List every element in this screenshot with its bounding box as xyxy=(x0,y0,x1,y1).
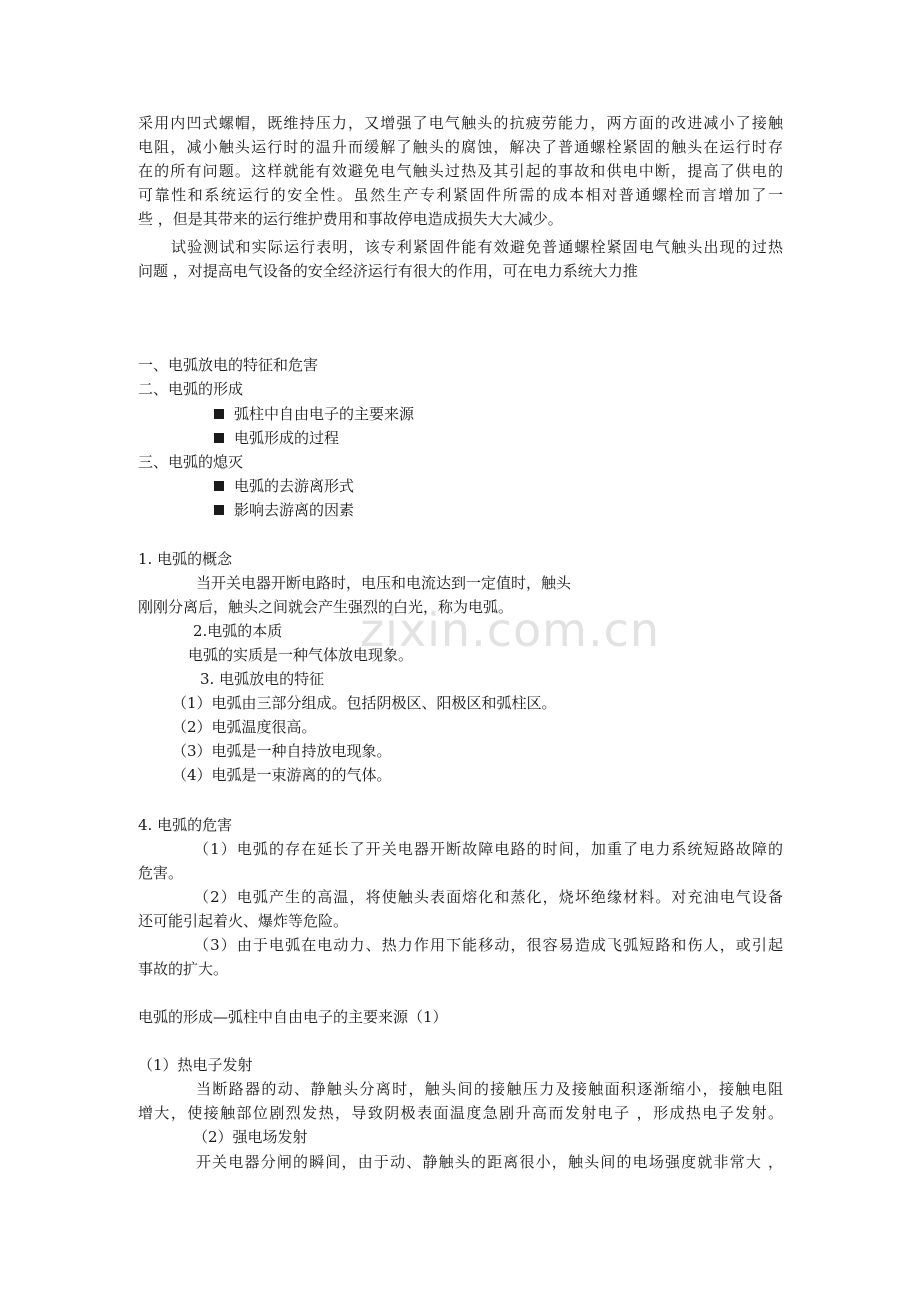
intro-line-4: 可靠性和系统运行的安全性。虽然生产专利紧固件所需的成本相对普通螺栓而言增加了一 xyxy=(138,186,783,204)
outline-item-label: 弧柱中自由电子的主要来源 xyxy=(234,405,415,423)
square-bullet-icon xyxy=(214,433,224,443)
outline-item xyxy=(214,428,339,448)
hazard-item-2a: （2）电弧产生的高温，将使触头表面熔化和蒸化，烧坏绝缘材料。对充油电气设备 xyxy=(194,888,783,906)
features-heading: 3. 电弧放电的特征 xyxy=(200,670,325,688)
feature-item: （1）电弧由三部分组成。包括阴极区、阳极区和弧柱区。 xyxy=(172,694,557,712)
thermal-emission-text-2: 增大，使接触部位剧烈发热，导致阴极表面温度急剧升高而发射电子 ，形成热电子发射。 xyxy=(138,1104,783,1122)
field-emission-heading: （2）强电场发射 xyxy=(193,1128,308,1146)
hazard-item-1b: 危害。 xyxy=(138,864,184,882)
outline-item-label: 影响去游离的因素 xyxy=(234,501,355,519)
formation-title: 电弧的形成—弧柱中自由电子的主要来源（1） xyxy=(138,1008,448,1026)
outline-item-label: 电弧形成的过程 xyxy=(234,429,340,447)
feature-item: （4）电弧是一束游离的的气体。 xyxy=(172,766,392,784)
outline-section-1: 一、电弧放电的特征和危害 xyxy=(138,356,319,374)
concept-text-2: 刚刚分离后，触头之间就会产生强烈的白光，称为电弧。 xyxy=(138,598,514,616)
hazards-heading: 4. 电弧的危害 xyxy=(138,816,233,834)
concept-text-1: 当开关电器开断电路时，电压和电流达到一定值时，触头 xyxy=(196,574,572,592)
hazard-item-1a: （1）电弧的存在延长了开关电器开断故障电路的时间，加重了电力系统短路故障的 xyxy=(194,840,783,858)
intro-p2-line-1: 试验测试和实际运行表明，该专利紧固件能有效避免普通螺栓紧固电气触头出现的过热 xyxy=(171,238,783,256)
outline-section-3: 三、电弧的熄灭 xyxy=(138,453,244,471)
hazard-item-2b: 还可能引起着火、爆炸等危险。 xyxy=(138,912,349,930)
outline-item xyxy=(214,500,354,520)
square-bullet-icon xyxy=(214,409,224,419)
essence-text: 电弧的实质是一种气体放电现象。 xyxy=(188,646,414,664)
outline-item-label: 电弧的去游离形式 xyxy=(234,477,355,495)
watermark: zixin.com.cn xyxy=(360,603,661,657)
essence-heading: 2.电弧的本质 xyxy=(193,622,283,640)
intro-p2-line-2: 问题 ，对提高电气设备的安全经济运行有很大的作用，可在电力系统大力推 xyxy=(138,262,638,280)
outline-item xyxy=(214,476,354,496)
field-emission-text-1: 开关电器分闸的瞬间，由于动、静触头的距离很小，触头间的电场强度就非常大 ， xyxy=(196,1153,783,1171)
hazard-item-3b: 事故的扩大。 xyxy=(138,960,229,978)
thermal-emission-heading: （1）热电子发射 xyxy=(138,1056,253,1074)
feature-item: （3）电弧是一种自持放电现象。 xyxy=(172,742,392,760)
intro-line-3: 在的所有问题。这样就能有效避免电气触头过热及其引起的事故和供电中断，提高了供电的 xyxy=(138,162,783,180)
intro-line-2: 电阻，减小触头运行时的温升而缓解了触头的腐蚀，解决了普通螺栓紧固的触头在运行时存 xyxy=(138,138,783,156)
feature-item: （2）电弧温度很高。 xyxy=(172,718,317,736)
outline-item xyxy=(214,404,414,424)
thermal-emission-text-1: 当断路器的动、静触头分离时，触头间的接触压力及接触面积逐渐缩小，接触电阻 xyxy=(196,1080,783,1098)
outline-section-2: 二、电弧的形成 xyxy=(138,380,244,398)
intro-line-1: 采用内凹式螺帽，既维持压力，又增强了电气触头的抗疲劳能力，两方面的改进减小了接触 xyxy=(138,114,783,132)
hazard-item-3a: （3）由于电弧在电动力、热力作用下能移动，很容易造成飞弧短路和伤人，或引起 xyxy=(194,936,783,954)
square-bullet-icon xyxy=(214,481,224,491)
square-bullet-icon xyxy=(214,505,224,515)
concept-heading: 1. 电弧的概念 xyxy=(138,550,233,568)
intro-line-5: 些 ，但是其带来的运行维护费用和事故停电造成损失大大减少。 xyxy=(138,210,563,228)
